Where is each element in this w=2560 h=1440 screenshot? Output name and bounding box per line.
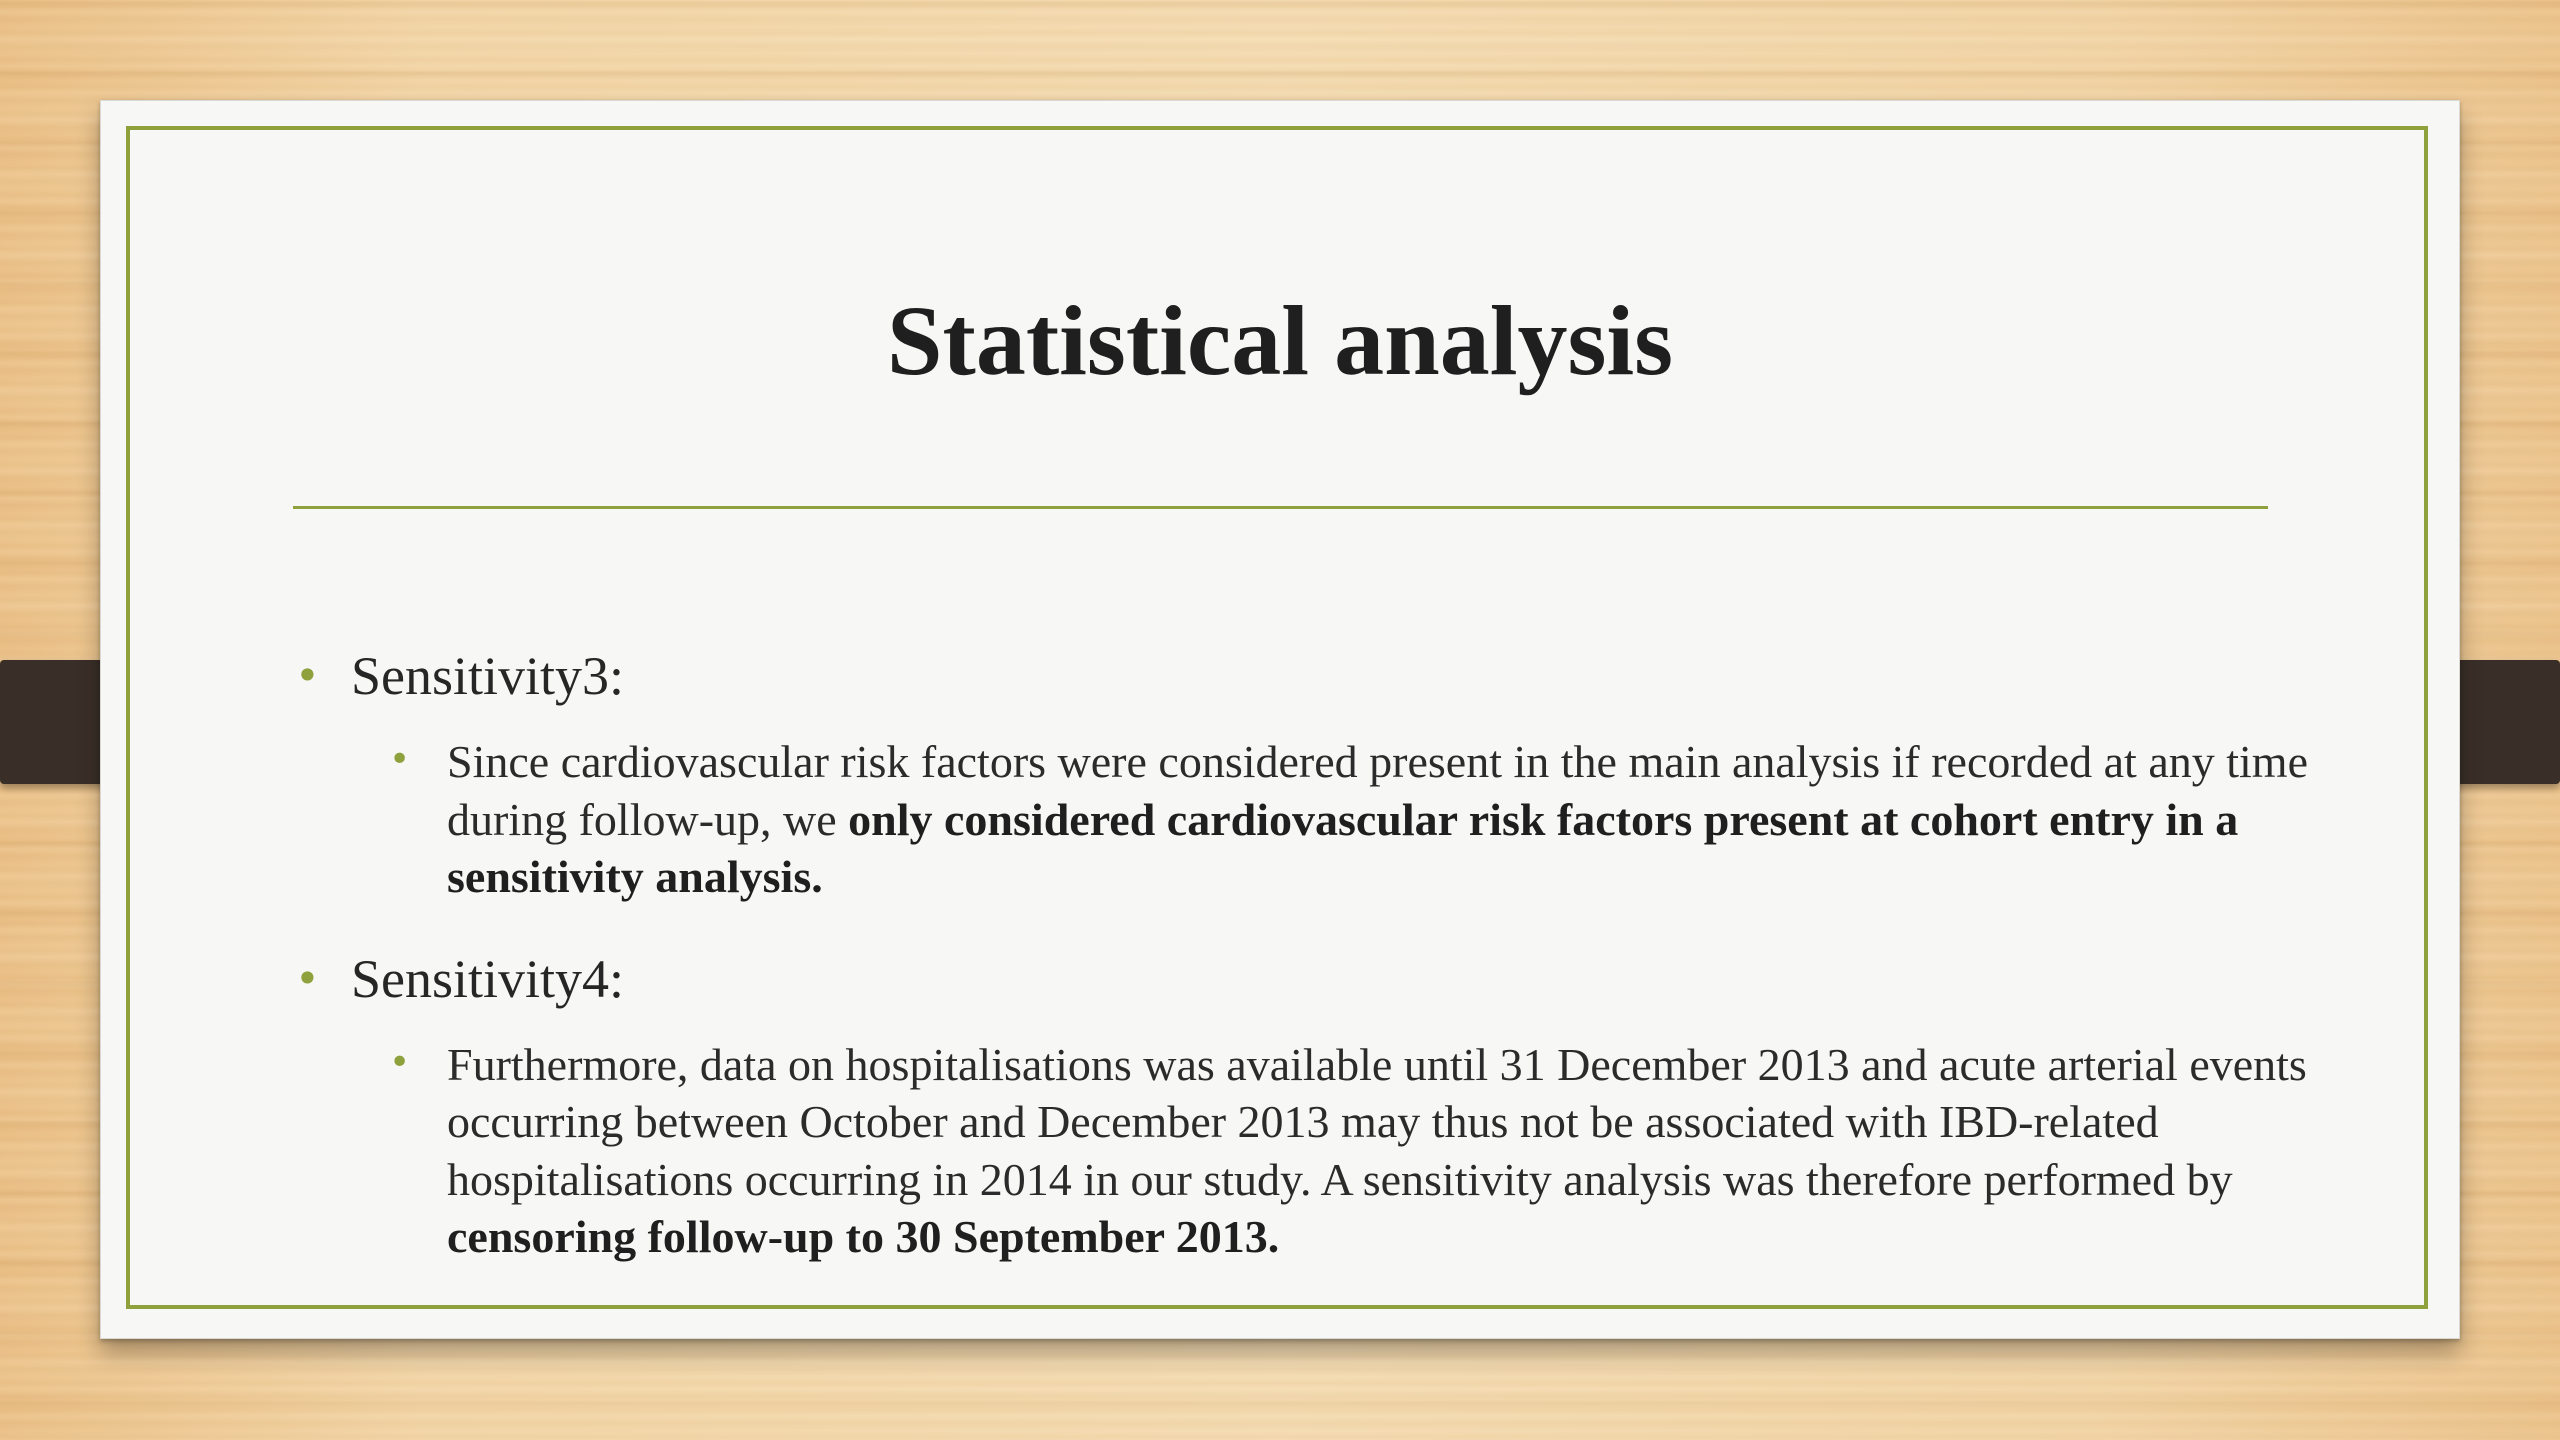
bullet-dot-icon: •	[389, 1041, 411, 1083]
sub-bullet-item	[389, 1036, 2407, 1266]
bullet-heading: Sensitivity4:	[351, 948, 625, 1009]
title-divider	[293, 506, 2268, 509]
bullet-item-sensitivity4	[293, 944, 2393, 1014]
sub-bullet-item	[389, 733, 2407, 906]
bullet-item-sensitivity3	[293, 641, 2393, 711]
bullet-dot-icon: •	[389, 739, 411, 780]
slide	[100, 100, 2460, 1339]
sub-bullet-emphasis: censoring follow-up to 30 September 2013.	[447, 1211, 1280, 1262]
bullet-dot-icon: •	[295, 651, 320, 700]
slide-content	[293, 641, 2393, 1266]
sub-bullet-text: Furthermore, data on hospitalisations was available until 31 December 2013 and acute arterial events occurring between October and December 2013 may thus not be associated with IBD-related hospitalisations occurring in 2014 in our study. A sensitivity analysis was therefore performed by	[447, 1038, 2307, 1205]
bullet-heading: Sensitivity3:	[351, 646, 625, 706]
sub-bullet-text: Since cardiovascular risk factors were considered present in the main analysis if recorded at any time during follow-up, we	[447, 736, 2309, 845]
sub-bullet-emphasis: only considered cardiovascular risk factors present at cohort entry in a sensitivity analysis.	[447, 793, 2239, 902]
slide-title: Statistical analysis	[886, 285, 1674, 396]
bullet-dot-icon: •	[295, 953, 320, 1003]
